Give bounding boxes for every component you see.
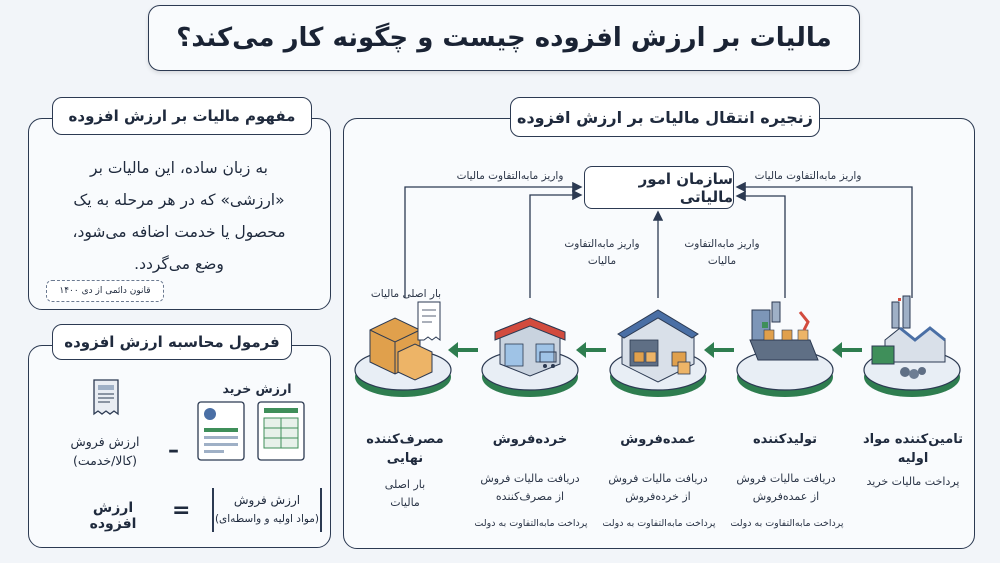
stage-name-retailer: خرده‌فروش [492, 432, 568, 447]
stage-name-consumer [350, 430, 460, 468]
minus-operator: – [168, 438, 179, 463]
arrow-left-icon [704, 342, 734, 358]
stage-foot-producer: پرداخت مابه‌التفاوت به دولت [730, 518, 844, 529]
page-title: مالیات بر ارزش افزوده چیست و چگونه کار می‌کند؟ [176, 23, 832, 53]
production-line-icon [750, 302, 818, 360]
stage-desc-line: دریافت مالیات فروش [608, 472, 708, 485]
stage-desc-consumer [355, 476, 455, 512]
stage-desc-line: از مصرف‌کننده [495, 490, 565, 503]
payment-label-line: مالیات [707, 255, 737, 267]
law-badge: قانون دائمی از دی ۱۴۰۰ [46, 280, 164, 302]
stage-desc-line: مالیات [390, 496, 420, 509]
purchase-label: ارزش خرید [222, 381, 292, 396]
stage-desc-wholesaler [600, 470, 716, 506]
stage-name-supplier [858, 430, 968, 468]
bracket-line1: ارزش فروش [233, 493, 301, 507]
arrow-left-icon [576, 342, 606, 358]
chain-heading: زنجیره انتقال مالیات بر ارزش افزوده [510, 97, 820, 137]
sale-label-text: ارزش فروش [70, 434, 140, 449]
stage-desc-line: از خرده‌فروش [625, 490, 691, 503]
payment-label-line: واریز مابه‌التفاوت [684, 238, 760, 250]
value-added-label: ارزش افزوده [89, 500, 137, 532]
stage-name-line: مصرف‌کننده [366, 432, 444, 447]
arrow-left-icon [832, 342, 862, 358]
concept-line: به زبان ساده، این مالیات بر [90, 159, 268, 177]
stage-desc-supplier: پرداخت مالیات خرید [866, 475, 960, 488]
stage-name-wholesaler: عمده‌فروش [620, 432, 696, 447]
arrow-left-icon [448, 342, 478, 358]
concept-heading: مفهوم مالیات بر ارزش افزوده [52, 97, 312, 135]
concept-line: «ارزشی» که در هر مرحله به یک [73, 191, 285, 209]
stage-desc-line: دریافت مالیات فروش [736, 472, 836, 485]
payment-label-left: واریز مابه‌التفاوت مالیات [456, 170, 564, 182]
sale-label-sub: (کالا/خدمت) [72, 453, 138, 468]
payment-label-line: واریز مابه‌التفاوت [564, 238, 640, 250]
payment-label-right: واریز مابه‌التفاوت مالیات [754, 170, 862, 182]
stage-desc-line: دریافت مالیات فروش [480, 472, 580, 485]
consumer-burden-label: بار اصلی مالیات [370, 288, 442, 300]
stage-foot-retailer: پرداخت مابه‌التفاوت به دولت [474, 518, 588, 529]
stage-desc-line: از عمده‌فروش [752, 490, 820, 503]
stage-name-producer: تولیدکننده [752, 432, 818, 447]
bracket-line2: (مواد اولیه و واسطه‌ای) [214, 513, 320, 525]
stage-desc-line: بار اصلی [384, 478, 426, 491]
stage-name-line: تامین‌کننده مواد [862, 432, 964, 447]
stage-name-line: اولیه [897, 451, 929, 466]
payment-label-line: مالیات [587, 255, 617, 267]
concept-line: وضع می‌گردد. [134, 255, 224, 273]
formula-heading: فرمول محاسبه ارزش افزوده [52, 324, 292, 360]
tax-authority-box: سازمان امور مالیاتی [584, 166, 734, 209]
receipt-icon [418, 302, 440, 340]
stage-foot-wholesaler: پرداخت مابه‌التفاوت به دولت [602, 518, 716, 529]
equals-operator: = [172, 498, 191, 523]
stage-desc-retailer [472, 470, 588, 506]
stage-name-line: نهایی [386, 451, 424, 466]
stage-desc-producer [728, 470, 844, 506]
concept-line: محصول یا خدمت اضافه می‌شود، [72, 223, 286, 241]
